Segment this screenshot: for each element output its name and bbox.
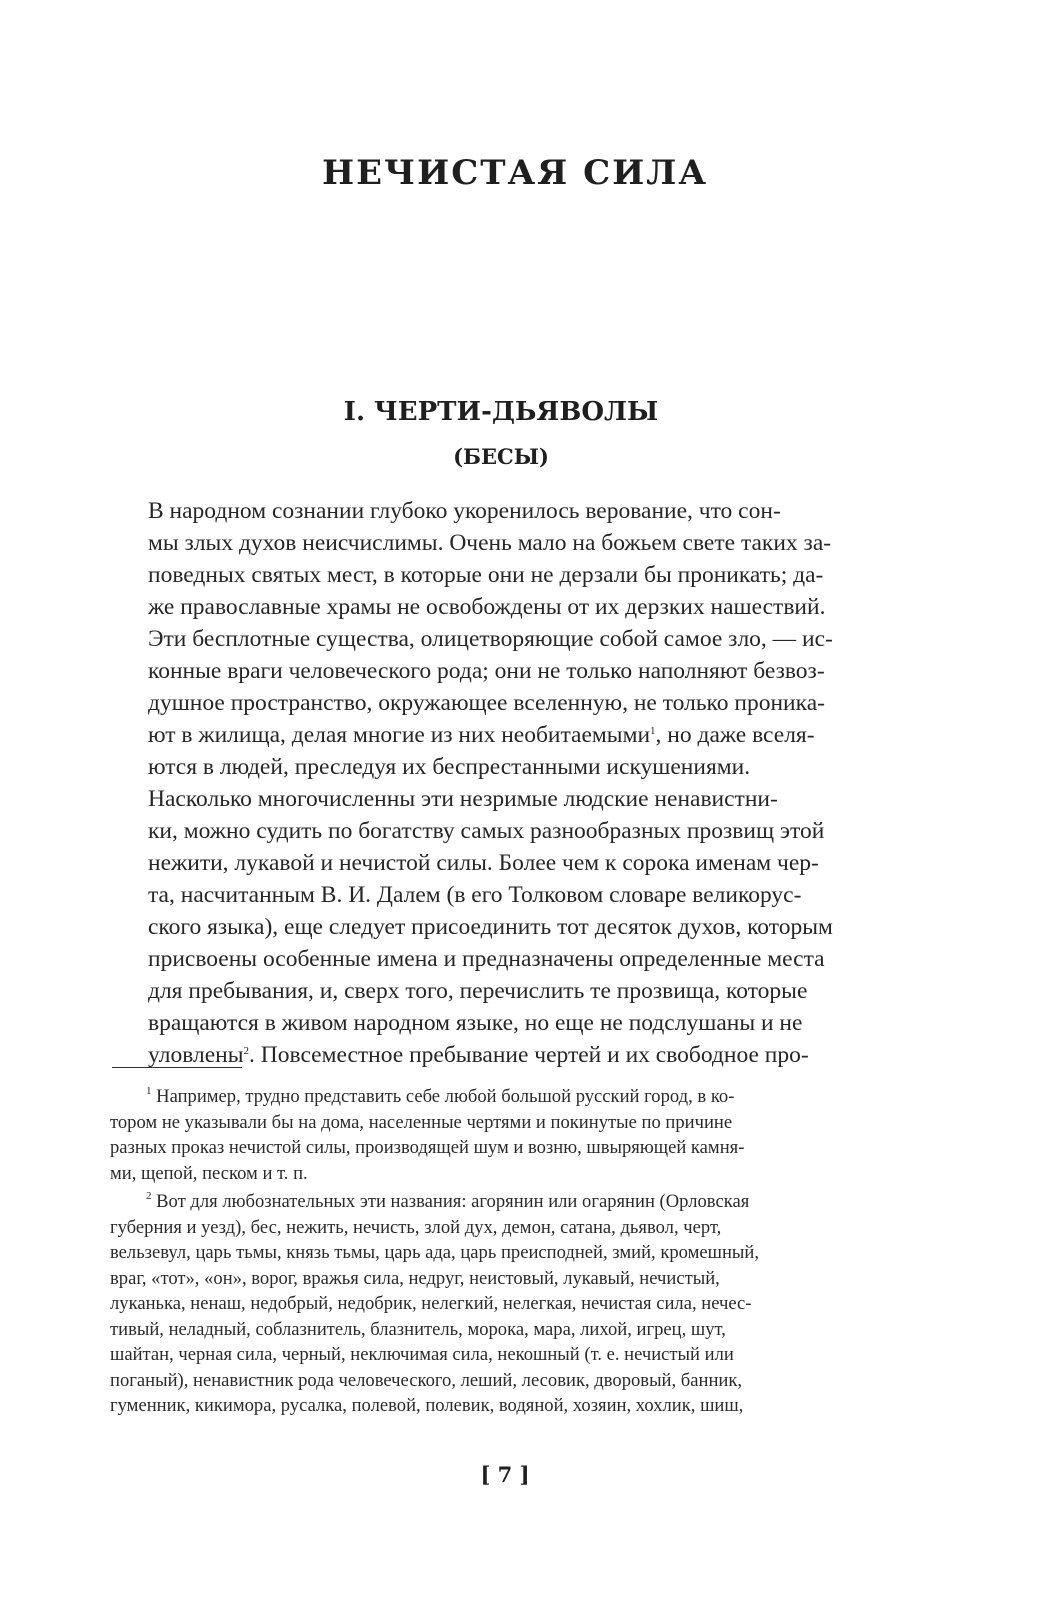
paragraph-2 <box>110 783 920 1071</box>
chapter-subtitle: (БЕСЫ) <box>453 444 549 469</box>
text-line: для пребывания, и, сверх того, перечислить те прозвища, которые <box>148 978 808 1004</box>
text-segment: Вот для любознательных эти названия: агорянин или огарянин (Орловская <box>151 1191 750 1212</box>
paragraph-1 <box>110 495 920 783</box>
text-line: нежити, лукавой и нечистой силы. Более чем к сорока именам чер- <box>148 850 819 876</box>
footnote-2 <box>110 1189 925 1419</box>
footnotes <box>110 1084 925 1422</box>
footnote-line: разных проказ нечистой силы, производящей шум и возню, швыряющей камня- <box>110 1137 745 1158</box>
text-line: же православные храмы не освобождены от их дерзких нашествий. <box>148 594 826 620</box>
text-line: вращаются в живом народном языке, но еще не подслушаны и не <box>148 1010 803 1036</box>
text-line: та, насчитанным В. И. Далем (в его Толковом словаре великорус- <box>148 882 802 908</box>
text-segment: Например, трудно представить себе любой большой русский город, в ко- <box>151 1086 735 1107</box>
text-segment: ют в жилища, делая многие из них необитаемыми <box>148 722 651 748</box>
page-title: НЕЧИСТАЯ СИЛА <box>321 153 709 193</box>
footnote-1 <box>110 1084 925 1186</box>
page-number: [ 7 ] <box>480 1462 530 1487</box>
text-line: В народном сознании глубоко укоренилось верование, что сон- <box>148 498 781 524</box>
text-segment: . Повсеместное пребывание чертей и их свободное про- <box>249 1042 809 1068</box>
footnote-line: враг, «тот», «он», ворог, вражья сила, недруг, неистовый, лукавый, нечистый, <box>110 1267 720 1289</box>
footnote-line: поганый), ненавистник рода человеческого, леший, лесовик, дворовый, банник, <box>110 1369 743 1391</box>
text-line <box>110 719 920 751</box>
text-line: ются в людей, преследуя их беспрестанными искушениями. <box>148 754 751 780</box>
footnote-line: губерния и уезд), бес, нежить, нечисть, злой дух, демон, сатана, дьявол, черт, <box>110 1216 722 1238</box>
footnote-line: луканька, ненаш, недобрый, недобрик, нелегкий, нелегкая, нечистая сила, нечес- <box>110 1293 752 1314</box>
text-line: конные враги человеческого рода; они не только наполняют безвоз- <box>148 658 825 684</box>
chapter-title: I. ЧЕРТИ-ДЬЯВОЛЫ <box>343 397 659 427</box>
text-line: душное пространство, окружающее вселенную, не только проника- <box>148 690 825 716</box>
text-line: присвоены особенные имена и предназначены определенные места <box>148 946 825 972</box>
footnote-mark: 1 <box>146 1085 152 1097</box>
text-segment: уловлены <box>148 1042 244 1068</box>
footnote-mark: 2 <box>146 1190 152 1202</box>
text-line: ского языка), еще следует присоединить тот десяток духов, которым <box>148 914 833 940</box>
text-line: Насколько многочисленны эти незримые людские ненавистни- <box>148 786 778 812</box>
footnote-line: шайтан, черная сила, черный, неключимая сила, некошный (т. е. нечистый или <box>110 1344 734 1365</box>
text-segment: , но даже вселя- <box>655 722 815 748</box>
footnote-line <box>110 1084 925 1110</box>
main-text <box>110 495 920 1071</box>
footnote-line: тором не указывали бы на дома, населенные чертями и покинутые по причине <box>110 1111 733 1133</box>
footnote-ref-1: 1 <box>650 725 656 737</box>
footnote-line: гуменник, кикимора, русалка, полевой, полевик, водяной, хозяин, хохлик, шиш, <box>110 1395 744 1416</box>
footnote-divider <box>112 1067 242 1068</box>
footnote-line: вельзевул, царь тьмы, князь тьмы, царь ада, царь преисподней, змий, кромешный, <box>110 1242 759 1263</box>
text-line: Эти бесплотные существа, олицетворяющие собой самое зло, — ис- <box>148 626 833 652</box>
text-line: мы злых духов неисчислимы. Очень мало на божьем свете таких за- <box>148 530 832 556</box>
footnote-line <box>110 1189 925 1215</box>
footnote-ref-2: 2 <box>243 1045 250 1057</box>
footnote-line: ми, щепой, песком и т. п. <box>110 1162 308 1184</box>
text-line: поведных святых мест, в которые они не дерзали бы проникать; да- <box>148 562 824 588</box>
footnote-line: тивый, неладный, соблазнитель, блазнитель, морока, мара, лихой, игрец, шут, <box>110 1318 726 1340</box>
text-line: ки, можно судить по богатству самых разнообразных прозвищ этой <box>148 818 825 844</box>
